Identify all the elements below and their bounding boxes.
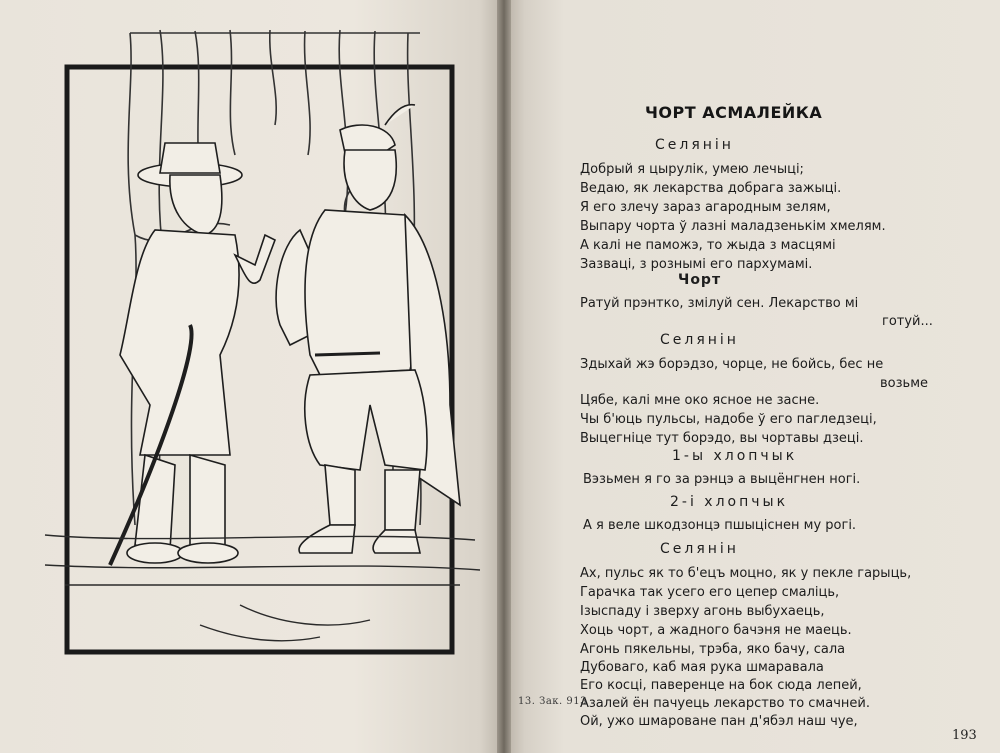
verse-line: А калі не паможэ, то жыда з масцямі — [580, 238, 836, 253]
play-title: ЧОРТ АСМАЛЕЙКА — [645, 103, 823, 122]
verse-line: Ратуй прэнтко, змілуй сен. Лекарство мі — [580, 296, 859, 311]
verse-line: Вэзьмен я го за рэнцэ а выцёнгнен ногі. — [583, 472, 861, 487]
page-number: 193 — [952, 728, 977, 743]
speaker-heading: Чорт — [678, 272, 722, 288]
book-spine — [497, 0, 511, 753]
verse-line: Дубоваго, каб мая рука шмаравала — [580, 660, 824, 675]
verse-line: Ведаю, як лекарства добрага зажыці. — [580, 181, 842, 196]
verse-line: Азалей ён пачуець лекарство то смачней. — [580, 696, 870, 711]
verse-line-continuation: возьме — [880, 376, 928, 391]
verse-line: Его косці, паверенце на бок сюда лепей, — [580, 678, 862, 693]
speaker-heading: 1-ы хлопчык — [672, 448, 798, 464]
verse-line: Ой, ужо шмароване пан д'ябэл наш чуе, — [580, 714, 858, 729]
verse-line: Цябе, калі мне око ясное не засне. — [580, 393, 820, 408]
printer-signature: 13. Зак. 913 — [518, 696, 587, 707]
verse-line: Чы б'юць пульсы, надобе ў его пагледзеці, — [580, 412, 877, 427]
speaker-heading: Селянін — [660, 332, 739, 348]
verse-line-continuation: готуй... — [882, 314, 933, 329]
verse-line: Добрый я цырулік, умею лечыці; — [580, 162, 804, 177]
verse-line: А я веле шкодзонцэ пшыціснен му рогі. — [583, 518, 857, 533]
speaker-heading: 2-і хлопчык — [670, 494, 789, 510]
verse-line: Агонь пякельны, трэба, яко бачу, сала — [580, 642, 846, 657]
two-men-on-stage-illustration-icon — [40, 25, 490, 675]
verse-line: Хоць чорт, а жадного бачэня не маець. — [580, 623, 852, 638]
verse-line: Я его злечу зараз агародным зелям, — [580, 200, 831, 215]
verse-line: Ах, пульс як то б'ецъ моцно, як у пекле гарыць, — [580, 566, 912, 581]
verse-line: Выцегніце тут борэдо, вы чортавы дзеці. — [580, 431, 864, 446]
speaker-heading: Селянін — [660, 541, 739, 557]
speaker-heading: Селянін — [655, 137, 734, 153]
verse-line: Выпару чорта ў лазні маладзенькім хмелям. — [580, 219, 886, 234]
verse-line: Здыхай жэ борэдзо, чорце, не бойсь, бес не — [580, 357, 884, 372]
verse-line: Ізыспаду і зверху агонь выбухаець, — [580, 604, 825, 619]
verse-line: Гарачка так усего его цепер смаліць, — [580, 585, 840, 600]
verse-line: Зазваці, з рознымі его пархумамі. — [580, 257, 813, 272]
